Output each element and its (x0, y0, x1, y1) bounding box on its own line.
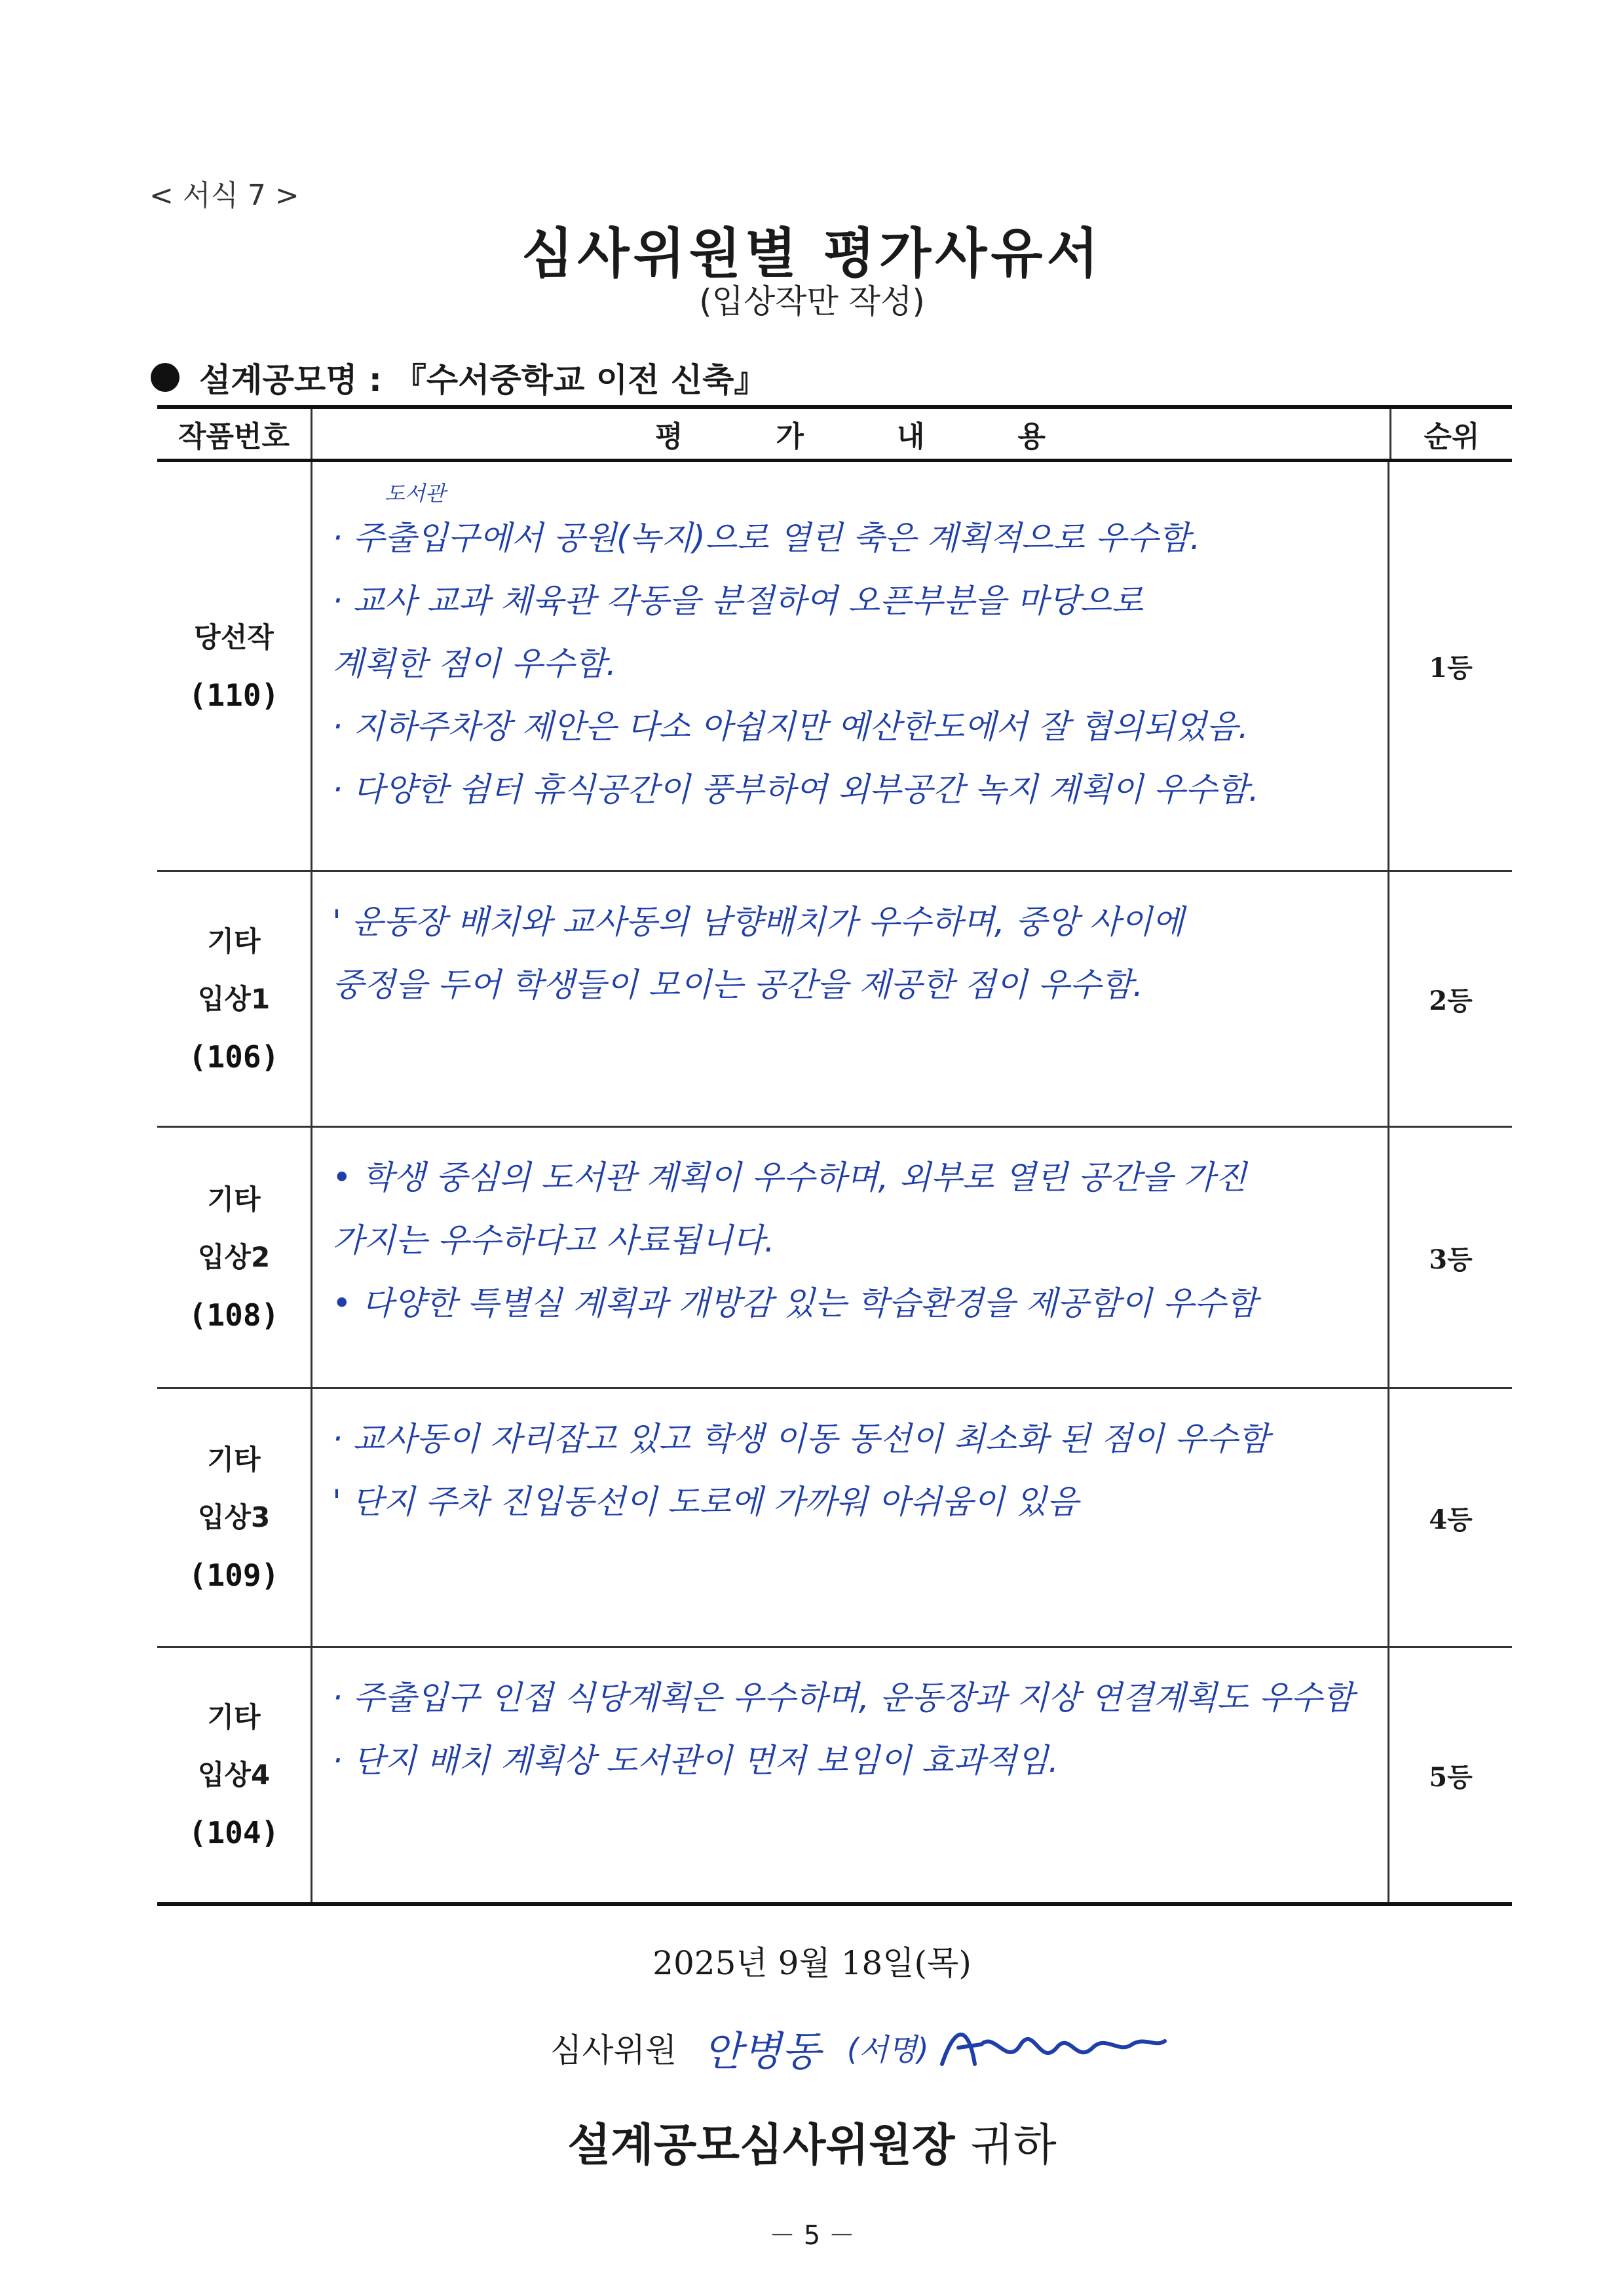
rank-cell: 5등 (1429, 1761, 1473, 1793)
table-row (157, 462, 1512, 872)
content-cell (312, 1389, 1389, 1646)
contest-line (151, 354, 766, 401)
form-label: < 서식 7 > (149, 179, 299, 212)
handwritten-note: 도서관 (385, 481, 445, 506)
entry-cell (157, 872, 312, 1126)
judge-label: 심사위원 (550, 2031, 677, 2069)
entry-category: 당선작 (194, 621, 274, 653)
addressee-title: 설계공모심사위원장 (567, 2120, 955, 2172)
entry-category: 기타 (207, 1183, 261, 1215)
entry-number: (109) (188, 1558, 280, 1593)
entry-number: (108) (188, 1297, 280, 1333)
table-header (157, 409, 1512, 462)
handwritten-line: · 교사 교과 체육관 각동을 분절하여 오픈부분을 마당으로 (332, 582, 1144, 620)
entry-sub: 입상3 (197, 1501, 271, 1533)
entry-sub: 입상4 (197, 1759, 271, 1791)
entry-number: (106) (188, 1039, 280, 1075)
document-date: 2025년 9월 18일(목) (652, 1944, 972, 1982)
header-content-char: 내 (897, 420, 926, 453)
entry-cell (157, 462, 312, 870)
handwritten-line: 중정을 두어 학생들이 모이는 공간을 제공한 점이 우수함. (332, 966, 1144, 1004)
entry-cell (157, 1128, 312, 1387)
entry-category: 기타 (207, 925, 261, 957)
handwritten-line: ' 단지 주차 진입동선이 도로에 가까워 아쉬움이 있음 (332, 1483, 1079, 1521)
handwritten-line: · 지하주차장 제안은 다소 아쉽지만 예산한도에서 잘 협의되었음. (332, 708, 1249, 746)
addressee-honorific: 귀하 (970, 2120, 1057, 2172)
signature-mark: (서명) (846, 2032, 929, 2067)
entry-cell (157, 1648, 312, 1902)
header-entry-no: 작품번호 (157, 409, 312, 459)
page-number: － 5 － (769, 2221, 855, 2251)
handwritten-line: · 주출입구 인접 식당계획은 우수하며, 운동장과 지상 연결계획도 우수함 (332, 1679, 1354, 1717)
rank-cell: 3등 (1429, 1244, 1473, 1275)
entry-number: (110) (188, 677, 280, 713)
handwritten-line: • 학생 중심의 도서관 계획이 우수하며, 외부로 열린 공간을 가진 (332, 1158, 1247, 1196)
handwritten-line: · 주출입구에서 공원(녹지)으로 열린 축은 계획적으로 우수함. (332, 519, 1201, 557)
evaluation-table (157, 405, 1512, 1906)
entry-sub: 입상2 (197, 1241, 271, 1273)
entry-number: (104) (188, 1815, 280, 1850)
entry-cell (157, 1389, 312, 1646)
handwritten-line: · 다양한 쉼터 휴식공간이 풍부하여 외부공간 녹지 계획이 우수함. (332, 771, 1259, 809)
content-cell (312, 872, 1389, 1126)
handwritten-line: · 단지 배치 계획상 도서관이 먼저 보임이 효과적임. (332, 1742, 1059, 1780)
rank-cell: 4등 (1429, 1504, 1473, 1535)
handwritten-line: · 교사동이 자리잡고 있고 학생 이동 동선이 최소화 된 점이 우수함 (332, 1420, 1270, 1458)
entry-category: 기타 (207, 1444, 261, 1476)
content-cell (312, 462, 1389, 870)
table-row (157, 1648, 1512, 1902)
signature-scribble-icon (935, 2018, 1171, 2077)
bullet-icon (151, 363, 179, 392)
content-cell (312, 1128, 1389, 1387)
header-rank: 순위 (1424, 420, 1480, 453)
handwritten-line: 계획한 점이 우수함. (332, 645, 617, 683)
handwritten-line: • 다양한 특별실 계획과 개방감 있는 학습환경을 제공함이 우수함 (332, 1284, 1258, 1322)
table-row (157, 1389, 1512, 1648)
judge-line (550, 2018, 1171, 2077)
rank-cell: 2등 (1429, 985, 1473, 1016)
table-row (157, 872, 1512, 1128)
entry-sub: 입상1 (197, 982, 271, 1015)
document-subtitle: (입상작만 작성) (699, 282, 925, 320)
rank-cell: 1등 (1429, 653, 1473, 683)
header-content (312, 409, 1391, 459)
header-content-char: 가 (776, 420, 805, 453)
document-title: 심사위원별 평가사유서 (521, 223, 1103, 285)
contest-label: 설계공모명 : (199, 361, 382, 399)
handwritten-line: 가지는 우수하다고 사료됩니다. (332, 1221, 775, 1259)
contest-name: 『수서중학교 이전 신축』 (393, 361, 767, 399)
handwritten-line: ' 운동장 배치와 교사동의 남향배치가 우수하며, 중앙 사이에 (332, 903, 1184, 941)
judge-handwritten-name: 안병동 (703, 2027, 821, 2075)
table-row (157, 1128, 1512, 1389)
header-content-char: 용 (1017, 420, 1048, 453)
content-cell (312, 1648, 1389, 1902)
entry-category: 기타 (207, 1701, 261, 1733)
header-content-char: 평 (654, 420, 685, 453)
addressee (0, 2110, 1624, 2173)
